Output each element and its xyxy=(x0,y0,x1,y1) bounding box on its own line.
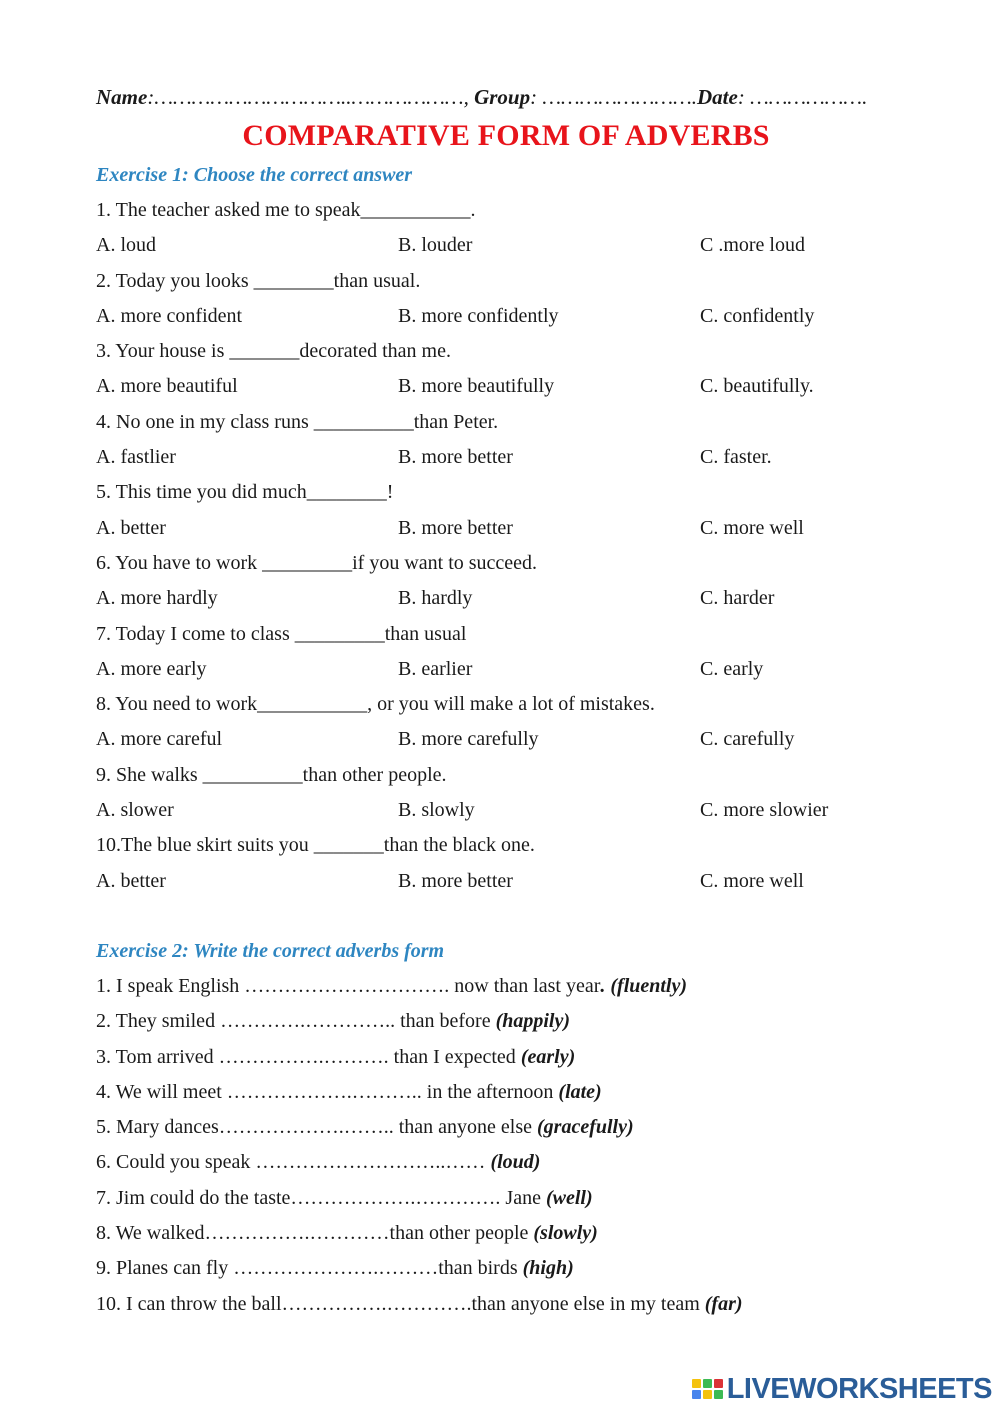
option-c[interactable]: C. confidently xyxy=(700,304,815,327)
item-text: 4. We will meet ……………….……….. in the afternoon xyxy=(96,1080,559,1103)
option-c[interactable]: C .more loud xyxy=(700,234,805,257)
name-field[interactable]: :…………………………..………………, xyxy=(147,85,469,109)
question-8: 8. You need to work___________, or you will make a lot of mistakes. xyxy=(96,693,655,716)
option-b[interactable]: B. slowly xyxy=(398,799,475,822)
item-text: 7. Jim could do the taste……………….…………. Jane xyxy=(96,1186,546,1209)
name-label: Name xyxy=(96,85,148,109)
logo-text: LIVEWORKSHEETS xyxy=(726,1372,992,1405)
question-7: 7. Today I come to class _________than usual xyxy=(96,622,467,645)
option-b[interactable]: B. louder xyxy=(398,234,473,257)
item-text: 3. Tom arrived …………….………. than I expected xyxy=(96,1045,521,1068)
section-spacer xyxy=(96,899,956,934)
question-10: 10.The blue skirt suits you _______than the black one. xyxy=(96,834,535,857)
option-b[interactable]: B. hardly xyxy=(398,587,473,610)
option-a[interactable]: A. slower xyxy=(96,799,174,822)
student-info-line xyxy=(96,80,956,114)
option-b[interactable]: B. more better xyxy=(398,869,513,892)
exercise-2-item-8[interactable] xyxy=(96,1216,956,1251)
option-c[interactable]: C. faster. xyxy=(700,446,772,469)
group-field[interactable]: : ……………………. xyxy=(530,85,697,109)
item-hint: (late) xyxy=(558,1080,602,1103)
item-text: 9. Planes can fly ………………….………than birds xyxy=(96,1257,523,1280)
exercise-2-item-9[interactable] xyxy=(96,1251,956,1286)
item-hint: (far) xyxy=(704,1292,743,1315)
options-4 xyxy=(96,440,956,475)
question-2: 2. Today you looks ________than usual. xyxy=(96,269,421,292)
item-hint: (loud) xyxy=(490,1151,541,1174)
option-a[interactable]: A. more careful xyxy=(96,728,223,751)
option-a[interactable]: A. more confident xyxy=(96,304,243,327)
item-text: 6. Could you speak ………………………..…… xyxy=(96,1151,491,1174)
exercise-2-item-6[interactable] xyxy=(96,1145,956,1180)
question-5: 5. This time you did much________! xyxy=(96,481,394,504)
item-hint: (early) xyxy=(520,1045,576,1068)
option-b[interactable]: B. more beautifully xyxy=(398,375,555,398)
option-c[interactable]: C. more well xyxy=(700,516,804,539)
item-hint: (slowly) xyxy=(533,1222,598,1245)
date-label: Date xyxy=(697,85,738,109)
option-a[interactable]: A. more beautiful xyxy=(96,375,238,398)
option-c[interactable]: C. more well xyxy=(700,869,804,892)
exercise-2-heading: Exercise 2: Write the correct adverbs form xyxy=(96,939,445,962)
options-10 xyxy=(96,864,956,899)
logo-icon xyxy=(692,1379,723,1399)
options-1 xyxy=(96,228,956,263)
option-b[interactable]: B. more confidently xyxy=(398,304,559,327)
item-hint: (happily) xyxy=(495,1010,571,1033)
item-text: 8. We walked…………….…………than other people xyxy=(96,1222,534,1245)
exercise-2-items xyxy=(96,969,956,1322)
page-title: COMPARATIVE FORM OF ADVERBS xyxy=(242,119,770,152)
item-hint: (well) xyxy=(545,1186,593,1209)
exercise-1-heading: Exercise 1: Choose the correct answer xyxy=(96,164,413,186)
exercise-2-item-1[interactable] xyxy=(96,969,956,1004)
question-3: 3. Your house is _______decorated than me. xyxy=(96,340,451,363)
question-9: 9. She walks __________than other people. xyxy=(96,763,447,786)
option-a[interactable]: A. more early xyxy=(96,657,207,680)
option-a[interactable]: A. better xyxy=(96,516,166,539)
options-2 xyxy=(96,299,956,334)
option-c[interactable]: C. carefully xyxy=(700,728,795,751)
item-hint: . (fluently) xyxy=(600,974,688,997)
exercise-2-item-2[interactable] xyxy=(96,1004,956,1039)
option-c[interactable]: C. early xyxy=(700,657,764,680)
options-8 xyxy=(96,722,956,757)
option-b[interactable]: B. more better xyxy=(398,446,513,469)
options-7 xyxy=(96,652,956,687)
item-text: 5. Mary dances……………….…….. than anyone else xyxy=(96,1116,538,1139)
options-3 xyxy=(96,369,956,404)
option-b[interactable]: B. more carefully xyxy=(398,728,539,751)
option-c[interactable]: C. harder xyxy=(700,587,775,610)
question-4: 4. No one in my class runs __________than Peter. xyxy=(96,410,499,433)
exercise-2-item-5[interactable] xyxy=(96,1110,956,1145)
exercise-2-item-10[interactable] xyxy=(96,1287,956,1322)
option-b[interactable]: B. more better xyxy=(398,516,513,539)
item-text: 2. They smiled ………….………….. than before xyxy=(96,1010,496,1033)
exercise-2-item-3[interactable] xyxy=(96,1040,956,1075)
liveworksheets-logo xyxy=(692,1371,992,1407)
option-c[interactable]: C. more slowier xyxy=(700,799,829,822)
option-a[interactable]: A. loud xyxy=(96,234,156,257)
exercise-1-questions xyxy=(96,193,956,899)
item-text: 1. I speak English …………………………. now than last year xyxy=(96,974,601,997)
item-hint: (gracefully) xyxy=(537,1116,634,1139)
question-6: 6. You have to work _________if you want to succeed. xyxy=(96,551,538,574)
options-5 xyxy=(96,511,956,546)
date-field[interactable]: : ………………. xyxy=(737,85,868,109)
worksheet xyxy=(96,80,956,1322)
options-6 xyxy=(96,581,956,616)
option-a[interactable]: A. more hardly xyxy=(96,587,218,610)
item-text: 10. I can throw the ball…………….………….than anyone else in my team xyxy=(96,1292,705,1315)
group-label: Group xyxy=(474,85,531,109)
question-1: 1. The teacher asked me to speak___________. xyxy=(96,199,476,221)
exercise-2-item-4[interactable] xyxy=(96,1075,956,1110)
option-b[interactable]: B. earlier xyxy=(398,657,473,680)
options-9 xyxy=(96,793,956,828)
option-a[interactable]: A. fastlier xyxy=(96,446,176,469)
item-hint: (high) xyxy=(522,1257,574,1280)
option-a[interactable]: A. better xyxy=(96,869,166,892)
exercise-2-item-7[interactable] xyxy=(96,1181,956,1216)
option-c[interactable]: C. beautifully. xyxy=(700,375,814,398)
